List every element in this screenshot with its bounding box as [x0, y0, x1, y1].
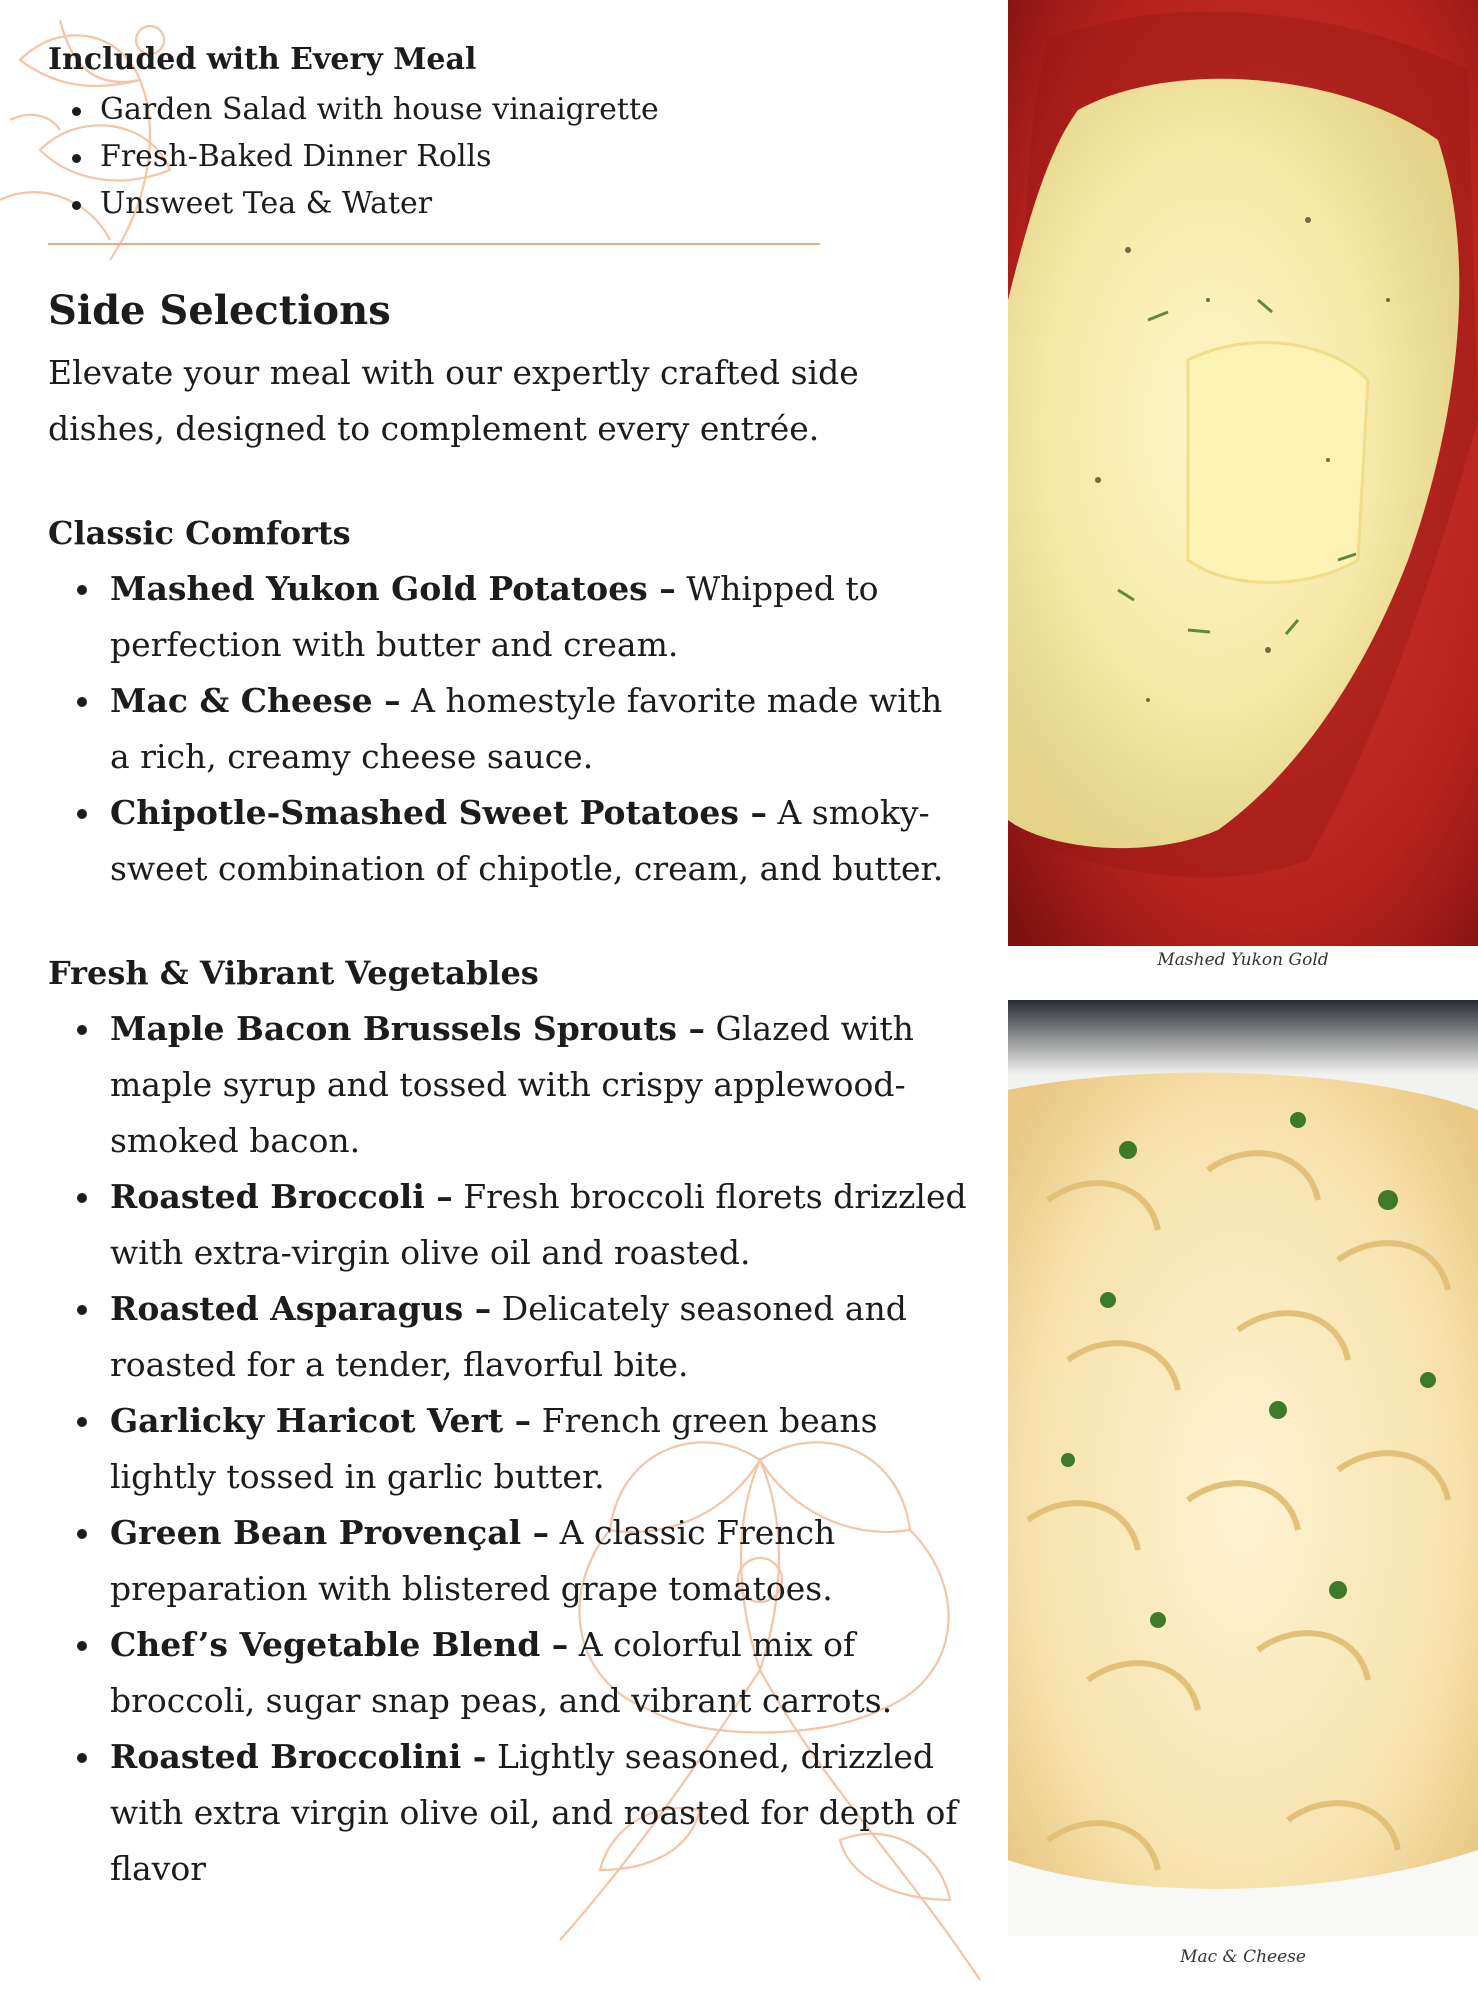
item-description: Glazed with maple syrup and tossed with crispy applewood-smoked bacon. — [110, 1009, 914, 1160]
item-description: A colorful mix of broccoli, sugar snap peas, and vibrant carrots. — [110, 1625, 893, 1720]
included-list — [48, 86, 968, 227]
list-item — [48, 1729, 968, 1897]
section-divider — [48, 243, 820, 245]
list-item — [48, 785, 968, 897]
group-title-vegetables: Fresh & Vibrant Vegetables — [48, 954, 539, 992]
mac-and-cheese-photo — [1008, 1000, 1478, 1936]
item-description: Delicately seasoned and roasted for a tender, flavorful bite. — [110, 1289, 907, 1384]
list-item — [48, 1617, 968, 1729]
list-item: Unsweet Tea & Water — [48, 180, 968, 227]
list-item — [48, 561, 968, 673]
item-description: Lightly seasoned, drizzled with extra virgin olive oil, and roasted for depth of flavor — [110, 1737, 958, 1888]
list-item: Garden Salad with house vinaigrette — [48, 86, 968, 133]
item-name: Roasted Broccolini - — [110, 1737, 487, 1776]
list-item — [48, 1281, 968, 1393]
item-description: Whipped to perfection with butter and cream. — [110, 569, 879, 664]
item-name: Green Bean Provençal – — [110, 1513, 550, 1552]
item-name: Mac & Cheese – — [110, 681, 401, 720]
classic-comforts-list — [48, 561, 968, 897]
list-item — [48, 1505, 968, 1617]
section-intro: Elevate your meal with our expertly crafted side dishes, designed to complement every entrée. — [48, 353, 859, 448]
section-title: Side Selections — [48, 287, 391, 334]
group-title-classic-comforts: Classic Comforts — [48, 514, 351, 552]
mashed-photo-caption: Mashed Yukon Gold — [1157, 950, 1329, 970]
item-description: French green beans lightly tossed in garlic butter. — [110, 1401, 878, 1496]
list-item: Fresh-Baked Dinner Rolls — [48, 133, 968, 180]
menu-text-column — [48, 36, 968, 1897]
list-item — [48, 1169, 968, 1281]
item-name: Chipotle-Smashed Sweet Potatoes – — [110, 793, 767, 832]
item-name: Mashed Yukon Gold Potatoes – — [110, 569, 676, 608]
item-description: Fresh broccoli florets drizzled with extra-virgin olive oil and roasted. — [110, 1177, 967, 1272]
item-name: Roasted Asparagus – — [110, 1289, 492, 1328]
mac-photo-caption: Mac & Cheese — [1180, 1947, 1306, 1967]
item-name: Maple Bacon Brussels Sprouts – — [110, 1009, 705, 1048]
item-name: Chef’s Vegetable Blend – — [110, 1625, 569, 1664]
item-description: A smoky-sweet combination of chipotle, cream, and butter. — [110, 793, 944, 888]
mashed-potatoes-photo — [1008, 0, 1478, 946]
list-item — [48, 1001, 968, 1169]
list-item — [48, 673, 968, 785]
vegetables-list — [48, 1001, 968, 1897]
item-name: Roasted Broccoli – — [110, 1177, 453, 1216]
list-item — [48, 1393, 968, 1505]
item-description: A homestyle favorite made with a rich, creamy cheese sauce. — [110, 681, 943, 776]
item-name: Garlicky Haricot Vert – — [110, 1401, 532, 1440]
included-title: Included with Every Meal — [48, 42, 477, 77]
item-description: A classic French preparation with blistered grape tomatoes. — [110, 1513, 836, 1608]
